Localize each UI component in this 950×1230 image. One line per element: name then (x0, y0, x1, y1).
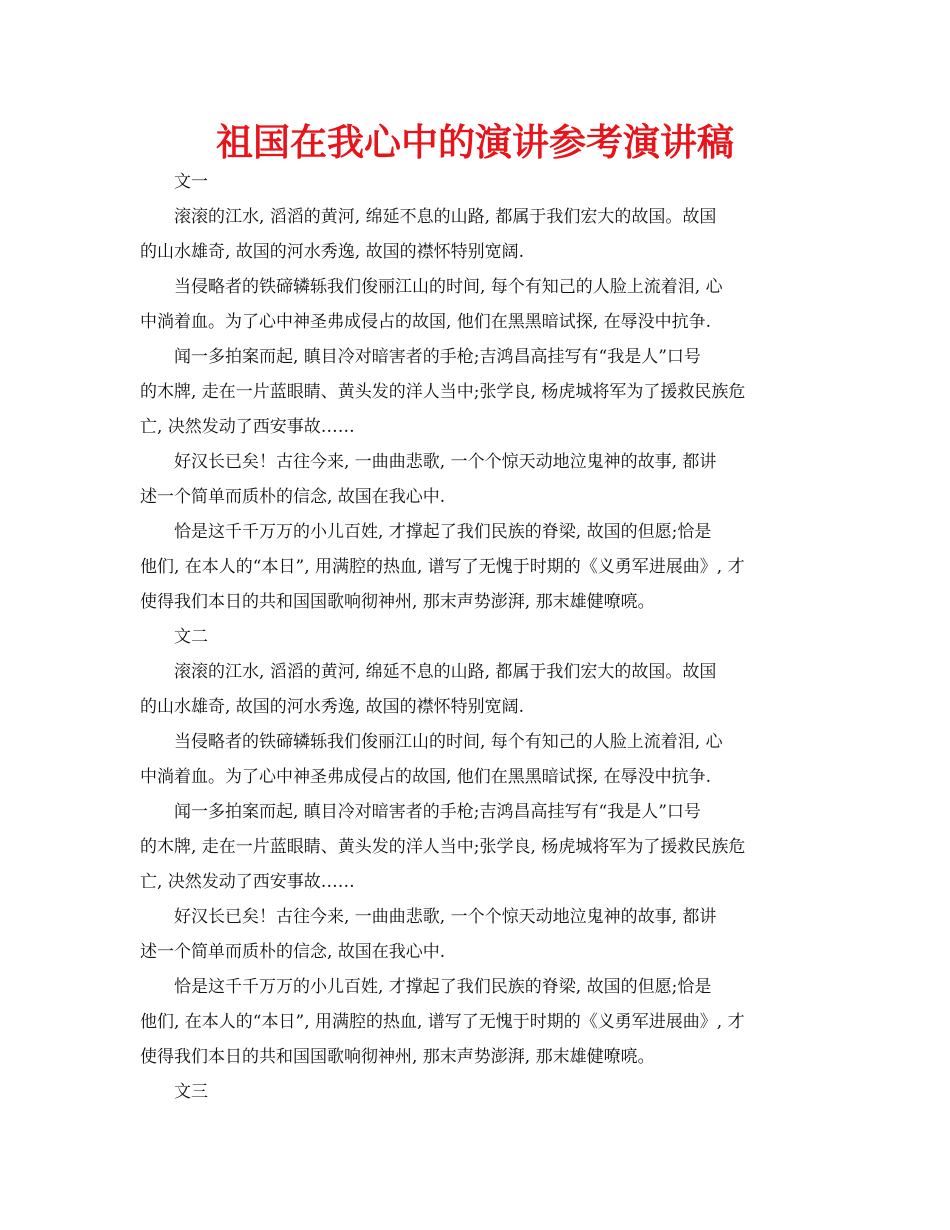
paragraph-line: 闻一多拍案而起, 瞋目冷对暗害者的手枪;吉鸿昌高挂写有“我是人”口号 (174, 802, 701, 822)
paragraph-line: 当侵略者的铁碲辚轹我们俊丽江山的时间, 每个有知己的人脸上流着泪, 心 (174, 277, 723, 297)
paragraph-line: 使得我们本日的共和国国歌响彻神州, 那末声势澎湃, 那末雄健嘹喨。 (140, 592, 655, 612)
paragraph-line: 好汉长已矣！古往今来, 一曲曲悲歌, 一个个惊天动地泣鬼神的故事, 都讲 (174, 907, 717, 927)
paragraph-line: 恰是这千千万万的小儿百姓, 才撑起了我们民族的脊梁, 故国的但愿;恰是 (174, 977, 712, 997)
paragraph (140, 340, 812, 445)
paragraph-line: 他们, 在本人的“本日”, 用满腔的热血, 谱写了无愧于时期的《义勇军进展曲》, 才 (140, 1012, 745, 1032)
paragraph (140, 795, 812, 900)
paragraph-line: 的山水雄奇, 故国的河水秀逸, 故国的襟怀特别宽阔. (140, 697, 525, 717)
paragraph-line: 闻一多拍案而起, 瞋目冷对暗害者的手枪;吉鸿昌高挂写有“我是人”口号 (174, 347, 701, 367)
paragraph-line: 好汉长已矣！古往今来, 一曲曲悲歌, 一个个惊天动地泣鬼神的故事, 都讲 (174, 452, 717, 472)
paragraph-line: 的山水雄奇, 故国的河水秀逸, 故国的襟怀特别宽阔. (140, 242, 525, 262)
paragraph-line: 亡, 决然发动了西安事故…… (140, 417, 355, 437)
section-heading: 文二 (174, 627, 208, 647)
section-heading: 文三 (174, 1082, 208, 1102)
paragraph-line: 他们, 在本人的“本日”, 用满腔的热血, 谱写了无愧于时期的《义勇军进展曲》, 才 (140, 557, 745, 577)
paragraph-line: 滚滚的江水, 滔滔的黄河, 绵延不息的山路, 都属于我们宏大的故国。故国 (174, 207, 717, 227)
paragraph (140, 445, 812, 515)
paragraph (140, 900, 812, 970)
paragraph-line: 的木牌, 走在一片蓝眼睛、黄头发的洋人当中;张学良, 杨虎城将军为了援救民族危 (140, 837, 746, 857)
paragraph-line: 恰是这千千万万的小儿百姓, 才撑起了我们民族的脊梁, 故国的但愿;恰是 (174, 522, 712, 542)
paragraph (140, 270, 812, 340)
paragraph (140, 655, 812, 725)
paragraph-line: 中淌着血。为了心中神圣弗成侵占的故国, 他们在黑黑暗试探, 在辱没中抗争. (140, 312, 712, 332)
paragraph (140, 515, 812, 620)
section-heading: 文一 (174, 172, 208, 192)
paragraph-line: 述一个简单而质朴的信念, 故国在我心中. (140, 942, 446, 962)
paragraph-line: 亡, 决然发动了西安事故…… (140, 872, 355, 892)
document-title: 祖国在我心中的演讲参考演讲稿 (216, 121, 734, 164)
paragraph-line: 述一个简单而质朴的信念, 故国在我心中. (140, 487, 446, 507)
paragraph-line: 当侵略者的铁碲辚轹我们俊丽江山的时间, 每个有知己的人脸上流着泪, 心 (174, 732, 723, 752)
paragraph-line: 使得我们本日的共和国国歌响彻神州, 那末声势澎湃, 那末雄健嘹喨。 (140, 1047, 655, 1067)
paragraph-line: 中淌着血。为了心中神圣弗成侵占的故国, 他们在黑黑暗试探, 在辱没中抗争. (140, 767, 712, 787)
paragraph-line: 的木牌, 走在一片蓝眼睛、黄头发的洋人当中;张学良, 杨虎城将军为了援救民族危 (140, 382, 746, 402)
paragraph (140, 725, 812, 795)
document-body (140, 165, 812, 1110)
paragraph (140, 200, 812, 270)
paragraph-line: 滚滚的江水, 滔滔的黄河, 绵延不息的山路, 都属于我们宏大的故国。故国 (174, 662, 717, 682)
paragraph (140, 970, 812, 1075)
